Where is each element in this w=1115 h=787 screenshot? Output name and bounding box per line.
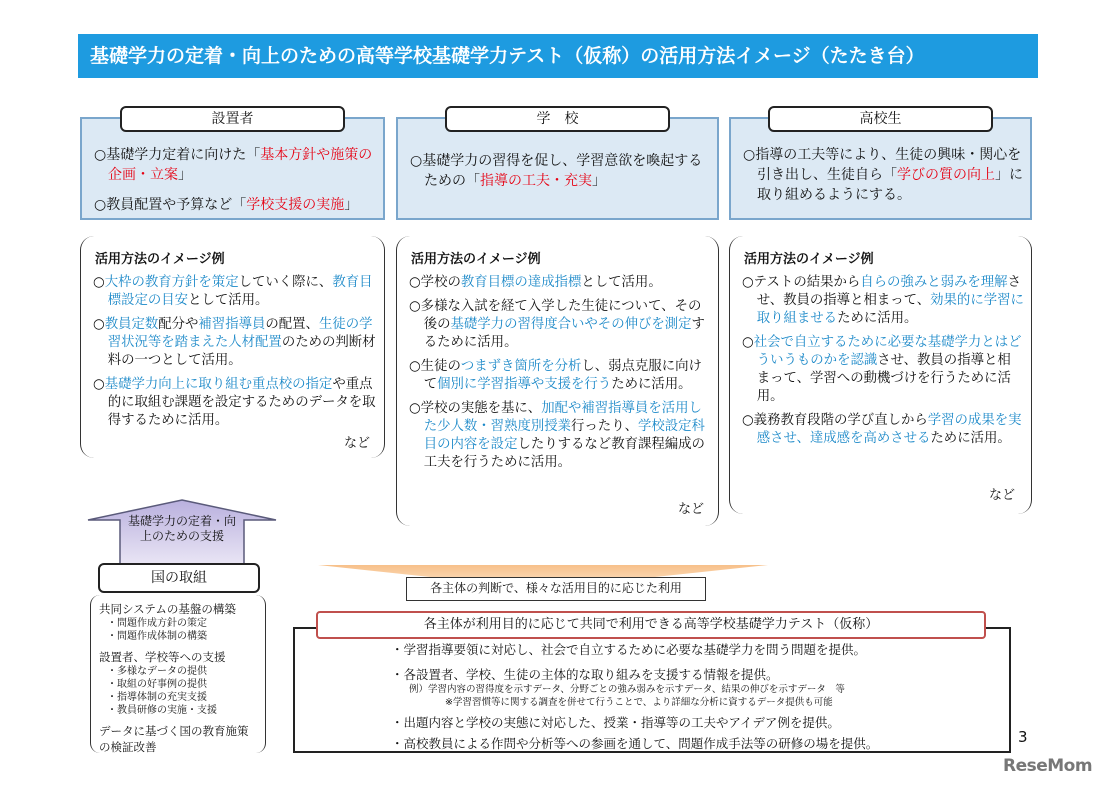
example-title: 活用方法のイメージ例	[411, 252, 541, 267]
example-highlight: 教員定数	[104, 317, 159, 332]
top-box-koukousei	[729, 117, 1032, 220]
example-item	[409, 400, 711, 472]
top-box-setchisha	[80, 117, 385, 220]
top-line-highlight: 指導の工夫・充実	[480, 173, 592, 189]
example-text: させ、教員の指導と相まって、学習への動機づけを行うために活用。	[756, 353, 1011, 404]
example-text: ○	[93, 275, 105, 290]
test-label: 各主体が利用目的に応じて共同で利用できる高等学校基礎学力テスト（仮称）	[316, 611, 986, 639]
kuni-group-heading: データに基づく国の教育施策の検証改善	[99, 724, 249, 754]
example-items	[409, 274, 711, 478]
example-item	[93, 274, 378, 310]
top-line-highlight: 学びの質の向上	[897, 167, 995, 183]
example-text: ○学校の	[409, 275, 461, 290]
example-box-setchisha	[80, 236, 385, 458]
example-item	[409, 274, 711, 292]
kuni-group-item: ・教員研修の実施・支援	[107, 705, 217, 716]
example-highlight: 大枠の教育方針を策定	[104, 275, 239, 290]
example-items	[93, 274, 378, 436]
example-highlight: 教育目標設定の目安	[107, 275, 373, 308]
bottom-line: ・高校教員による作問や分析等への参画を通して、問題作成手法等の研修の場を提供。	[391, 736, 879, 751]
top-line-pre: ○教員配置や予算など「	[94, 197, 247, 213]
example-item	[409, 298, 711, 352]
example-text: ○義務教育段階の学び直しから	[742, 413, 928, 428]
example-text: し、弱点克服に向けて	[423, 359, 702, 392]
page-number: 3	[1018, 728, 1028, 746]
example-highlight: 学校設定科目の内容を設定	[423, 419, 705, 452]
example-box-gakko	[396, 236, 719, 526]
example-highlight: 生徒の学習状況等を踏まえた人材配置	[107, 317, 373, 350]
kuni-list	[90, 595, 266, 753]
example-text: 配分や	[158, 317, 199, 332]
resemom-logo: ReseMom	[1003, 756, 1093, 776]
example-text: として活用。	[188, 293, 269, 308]
top-line-pre: ○指導の工夫等により、生徒の興味・関心を引き出し、生徒自ら「	[743, 147, 1022, 183]
kuni-group-item: ・問題作成方針の策定	[107, 618, 207, 629]
example-highlight: 基礎学力の習得度合いやその伸びを測定	[450, 317, 692, 332]
example-item	[742, 334, 1024, 406]
top-text-setchisha	[94, 145, 379, 215]
example-box-koukousei	[729, 236, 1032, 514]
example-nado: など	[677, 502, 704, 517]
example-text: ○	[93, 317, 105, 332]
support-arrow-text: 基礎学力の定着・向上のための支援	[127, 514, 236, 543]
test-content-box	[293, 627, 1011, 753]
example-highlight: 効果的に学習に取り組ませる	[756, 293, 1024, 326]
example-title: 活用方法のイメージ例	[95, 252, 225, 267]
example-highlight: 教育目標の達成指標	[460, 275, 582, 290]
example-item	[409, 358, 711, 394]
example-text: として活用。	[581, 275, 662, 290]
example-text: したりするなど教育課程編成の工夫を行うために活用。	[423, 437, 705, 470]
example-highlight: 加配や補習指導員を活用した少人数・習熟度別授業	[423, 401, 702, 434]
example-text: ○	[93, 377, 105, 392]
example-highlight: 基礎学力向上に取り組む重点校の指定	[104, 377, 333, 392]
header-koukousei: 高校生	[768, 106, 993, 132]
example-text: していく際に、	[238, 275, 333, 290]
example-text: ○	[742, 335, 754, 350]
example-items	[742, 274, 1024, 454]
example-text: ○学校の実態を基に、	[409, 401, 542, 416]
example-item	[93, 316, 378, 370]
header-gakko: 学 校	[445, 106, 670, 132]
top-line-post: 」	[592, 173, 606, 189]
kuni-group-item: ・多様なデータの提供	[107, 666, 207, 677]
top-line-pre: ○基礎学力定着に向けた「	[94, 147, 261, 163]
example-nado: など	[343, 436, 370, 451]
example-item	[742, 412, 1024, 448]
example-item	[93, 376, 378, 430]
example-text: ために活用。	[837, 311, 918, 326]
example-text: ○生徒の	[409, 359, 461, 374]
kuni-group-heading: 設置者、学校等への支援	[99, 650, 226, 664]
top-line-post: 」に取り組めるようにする。	[757, 167, 1023, 203]
top-line-post: 」	[344, 197, 359, 213]
top-text-koukousei	[743, 145, 1025, 205]
example-text: 行ったり、	[571, 419, 638, 434]
top-box-gakko	[396, 117, 719, 220]
kuni-label: 国の取組	[98, 563, 260, 593]
example-text: ○テストの結果から	[742, 275, 861, 290]
bottom-line: ・学習指導要領に対応し、社会で自立するために必要な基礎学力を問う問題を提供。	[391, 642, 867, 657]
header-setchisha: 設置者	[120, 106, 345, 132]
kuni-group-heading: 共同システムの基盤の構築	[99, 602, 236, 616]
bottom-line: ・出題内容と学校の実態に対応した、授業・指導等の工夫やアイデア例を提供。	[391, 715, 840, 730]
example-highlight: 個別に学習指導や支援を行う	[437, 377, 612, 392]
bottom-sub-line: ※学習習慣等に関する調査を併せて行うことで、より詳細な分析に資するデータ提供も可能	[445, 697, 833, 708]
example-highlight: 学習の成果を実感させ、達成感を高めさせる	[756, 413, 1022, 446]
example-highlight: 自らの強みと弱みを理解	[860, 275, 1008, 290]
kuni-group-item: ・指導体制の充実支援	[107, 692, 207, 703]
usage-banner: 各主体の判断で、様々な活用目的に応じた利用	[406, 577, 706, 601]
example-highlight: 補習指導員	[198, 317, 266, 332]
example-title: 活用方法のイメージ例	[744, 252, 874, 267]
kuni-group-item: ・取組の好事例の提供	[107, 679, 207, 690]
example-text: させ、教員の指導と相まって、	[756, 275, 1021, 308]
example-text: ○多様な入試を経て入学した生徒について、その後の	[409, 299, 702, 332]
example-item	[742, 274, 1024, 328]
example-highlight: つまずき箇所を分析	[460, 359, 582, 374]
example-text: ために活用。	[930, 431, 1011, 446]
example-text: ために活用。	[611, 377, 692, 392]
kuni-group-item: ・問題作成体制の構築	[107, 631, 207, 642]
top-text-gakko	[410, 151, 710, 191]
top-line-pre: ○基礎学力の習得を促し、学習意欲を喚起するための「	[410, 153, 703, 189]
example-text: するために活用。	[423, 317, 705, 350]
example-highlight: 社会で自立するために必要な基礎学力とはどういうものかを認識	[753, 335, 1022, 368]
example-text: や重点的に取組む課題を設定するためのデータを取得するために活用。	[107, 377, 376, 428]
example-text: のための判断材料の一つとして活用。	[107, 335, 376, 368]
bottom-line: ・各設置者、学校、生徒の主体的な取り組みを支援する情報を提供。	[391, 667, 779, 682]
top-line-highlight: 基本方針や施策の企画・立案	[108, 147, 373, 183]
example-nado: など	[988, 488, 1015, 503]
bottom-sub-line: 例）学習内容の習得度を示すデータ、分野ごとの強み弱みを示すデータ、結果の伸びを示すデータ 等	[409, 684, 845, 695]
top-line-post: 」	[178, 167, 192, 183]
top-line-highlight: 学校支援の実施	[246, 197, 345, 213]
page-title: 基礎学力の定着・向上のための高等学校基礎学力テスト（仮称）の活用方法イメージ（たたき台）	[78, 34, 1038, 78]
example-text: の配置、	[265, 317, 319, 332]
